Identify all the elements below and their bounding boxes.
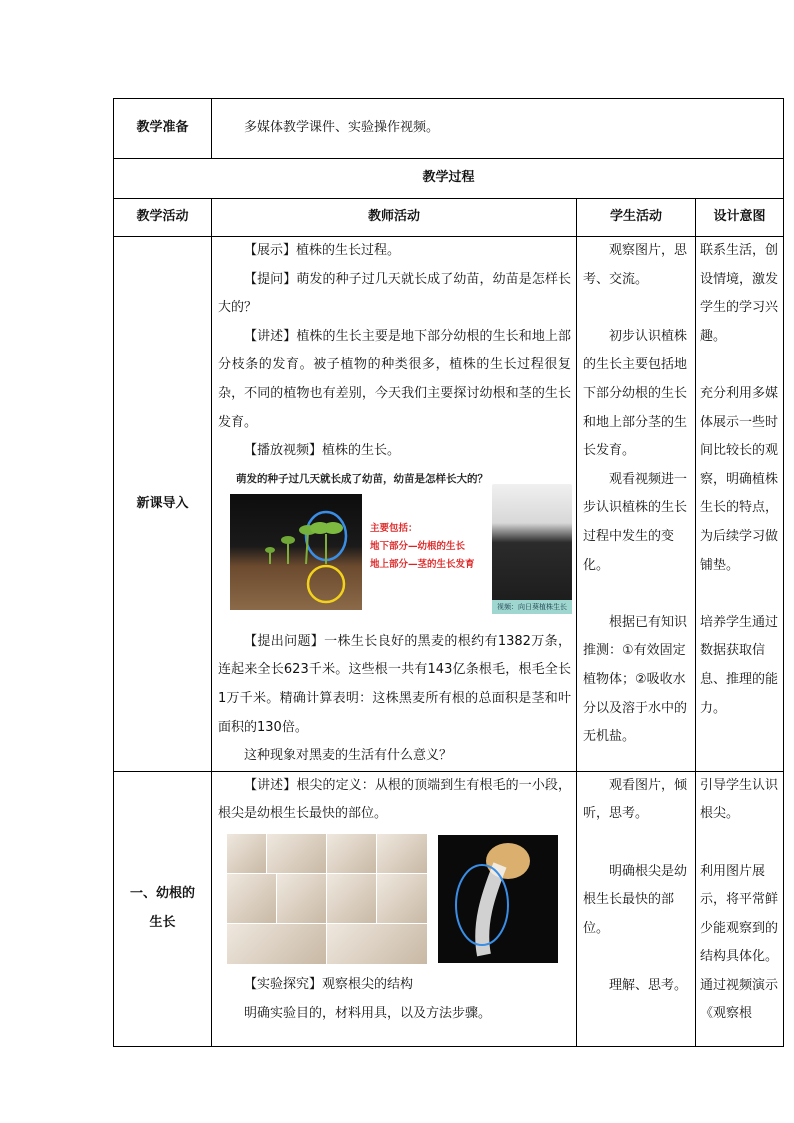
teacher-text: 【提问】萌发的种子过几天就长成了幼苗，幼苗是怎样长大的？ [218, 271, 571, 316]
teacher-text: 明确实验目的，材料用具，以及方法步骤。 [244, 1005, 492, 1021]
seedling-photo [230, 494, 362, 610]
video-caption: 视频：向日葵植株生长 [492, 600, 572, 614]
plant-growth-image [230, 472, 570, 622]
teacher-text: 这种现象对黑麦的生活有什么意义？ [244, 748, 453, 764]
intent-text: 培养学生通过数据获取信息、推理的能力。 [700, 614, 779, 716]
col-student: 学生活动 [577, 199, 696, 237]
teacher-text: 【讲述】植株的生长主要是地下部分幼根的生长和地上部分枝条的发育。被子植物的种类很多，植株的生长过程很复杂，不同的植物也有差别，今天我们主要探讨幼根和茎的生长发育。 [218, 328, 571, 430]
section2-student [577, 771, 696, 1046]
col-teacher: 教师活动 [212, 199, 577, 237]
root-hair-photo [438, 835, 558, 963]
col-intent: 设计意图 [696, 199, 784, 237]
column-header-row [114, 199, 784, 237]
col-activity: 教学活动 [114, 199, 212, 237]
section2-row [114, 771, 784, 1046]
teacher-text: 【提出问题】一株生长良好的黑麦的根约有1382万条，连起来全长623千米。这些根一共有143亿条根毛，根毛全长1万千米。精确计算表明：这株黑麦所有根的总面积是茎和叶面积的130倍。 [218, 633, 571, 735]
section1-label: 新课导入 [114, 237, 212, 772]
intent-text: 充分利用多媒体展示一些时间比较长的观察，明确植株生长的特点，为后续学习做铺垫。 [700, 385, 779, 573]
growth-label: 地上部分—茎的生长发育 [370, 558, 475, 570]
lesson-plan-table [113, 98, 784, 1047]
section1-teacher [212, 237, 577, 772]
intent-text: 引导学生认识根尖。 [700, 777, 779, 822]
video-thumbnail [492, 484, 572, 614]
image-caption: 萌发的种子过几天就长成了幼苗，幼苗是怎样长大的？ [236, 472, 488, 485]
root-photo-grid [226, 833, 426, 963]
root-tip-images [226, 833, 566, 967]
section2-teacher [212, 771, 577, 1046]
process-title: 教学过程 [114, 159, 784, 199]
growth-label: 地下部分—幼根的生长 [370, 540, 466, 552]
growth-label: 主要包括： [370, 522, 418, 534]
section2-label-line: 生长 [149, 914, 176, 930]
student-text: 明确根尖是幼根生长最快的部位。 [583, 863, 688, 936]
intent-text: 通过视频演示《观察根 [700, 977, 779, 1022]
teacher-text: 【展示】植株的生长过程。 [244, 243, 401, 258]
intent-text: 联系生活，创设情境，激发学生的学习兴趣。 [700, 243, 779, 344]
intent-text: 利用图片展示，将平常鲜少能观察到的结构具体化。 [700, 863, 779, 965]
teacher-text: 【实验探究】观察根尖的结构 [244, 976, 414, 992]
student-text: 观看图片，倾听，思考。 [583, 777, 688, 822]
section2-label-line: 一、幼根的 [129, 886, 195, 902]
student-text: 理解、思考。 [609, 977, 688, 993]
student-text: 观察图片，思考、交流。 [583, 243, 688, 287]
student-text: 观看视频进一步认识植株的生长过程中发生的变化。 [583, 471, 688, 573]
teacher-text: 【讲述】根尖的定义：从根的顶端到生有根毛的一小段，根尖是幼根生长最快的部位。 [218, 777, 571, 822]
student-text: 初步认识植株的生长主要包括地下部分幼根的生长和地上部分茎的生长发育。 [583, 328, 688, 459]
section1-student [577, 237, 696, 772]
section2-label [114, 771, 212, 1046]
prep-label: 教学准备 [114, 99, 212, 159]
section1-intent [696, 237, 784, 772]
prep-row [114, 99, 784, 159]
student-text: 根据已有知识推测：①有效固定植物体；②吸收水分以及溶于水中的无机盐。 [583, 614, 688, 745]
prep-text: 多媒体教学课件、实验操作视频。 [212, 99, 784, 159]
section2-intent [696, 771, 784, 1046]
teacher-text: 【播放视频】植株的生长。 [244, 443, 401, 459]
section1-row [114, 237, 784, 772]
process-title-row [114, 159, 784, 199]
growth-labels [370, 520, 475, 574]
